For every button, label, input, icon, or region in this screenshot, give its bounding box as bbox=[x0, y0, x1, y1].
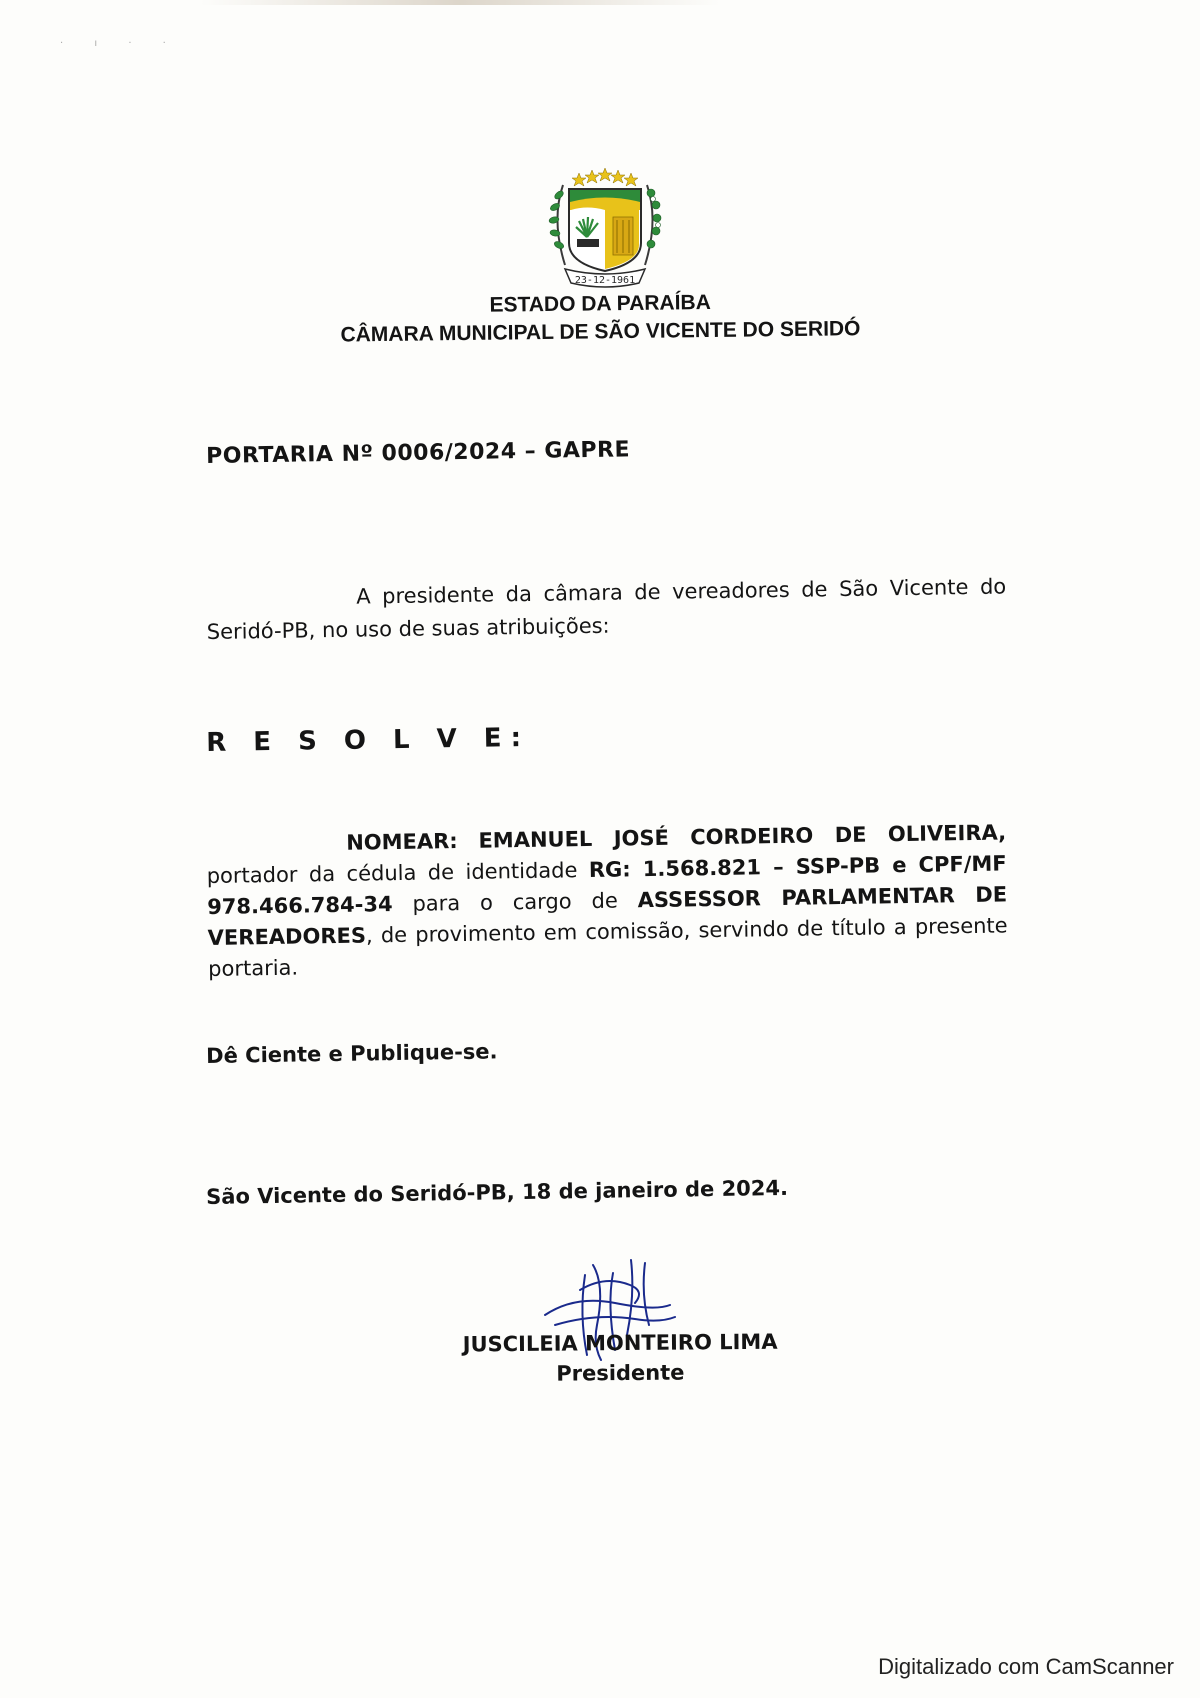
resolve-heading: R E S O L V E: bbox=[206, 722, 531, 758]
nominee-name: EMANUEL JOSÉ CORDEIRO DE OLIVEIRA, bbox=[478, 820, 1007, 853]
signer-name: JUSCILEIA MONTEIRO LIMA bbox=[462, 1329, 778, 1357]
portaria-title: PORTARIA Nº 0006/2024 – GAPRE bbox=[206, 437, 631, 469]
crest-date: 23-12-1961 bbox=[574, 275, 636, 286]
nominee-ids: RG: 1.568.821 – SSP-PB e CPF/MF 978.466.784-34 bbox=[207, 851, 1007, 919]
header-chamber: CÂMARA MUNICIPAL DE SÃO VICENTE DO SERIDÓ bbox=[340, 317, 861, 347]
intro-paragraph bbox=[206, 570, 1007, 649]
nomear-label: NOMEAR: bbox=[346, 829, 458, 855]
scan-noise-marks: · ı · · bbox=[60, 38, 180, 49]
intro-text: A presidente da câmara de vereadores de São Vicente do Seridó-PB, no uso de suas atribuições: bbox=[206, 574, 1007, 644]
scan-edge-shadow bbox=[200, 0, 720, 5]
body-text-2: para o cargo de bbox=[392, 888, 638, 917]
position-title: ASSESSOR PARLAMENTAR DE VEREADORES bbox=[207, 882, 1008, 950]
body-text-3: , de provimento em comissão, servindo de título a presente portaria. bbox=[207, 913, 1008, 981]
crest-stars bbox=[572, 168, 638, 186]
place-and-date: São Vicente do Seridó-PB, 18 de janeiro de 2024. bbox=[206, 1175, 789, 1209]
nomination-paragraph bbox=[206, 817, 1008, 985]
body-text-1: portador da cédula de identidade bbox=[206, 857, 590, 888]
camscanner-watermark: Digitalizado com CamScanner bbox=[878, 1654, 1174, 1679]
header-state: ESTADO DA PARAÍBA bbox=[489, 290, 711, 317]
signer-block bbox=[400, 1326, 841, 1390]
municipal-coat-of-arms bbox=[535, 165, 675, 295]
document-header bbox=[300, 287, 901, 350]
publication-order: Dê Ciente e Publique-se. bbox=[206, 1039, 498, 1068]
signer-role: Presidente bbox=[556, 1360, 685, 1386]
